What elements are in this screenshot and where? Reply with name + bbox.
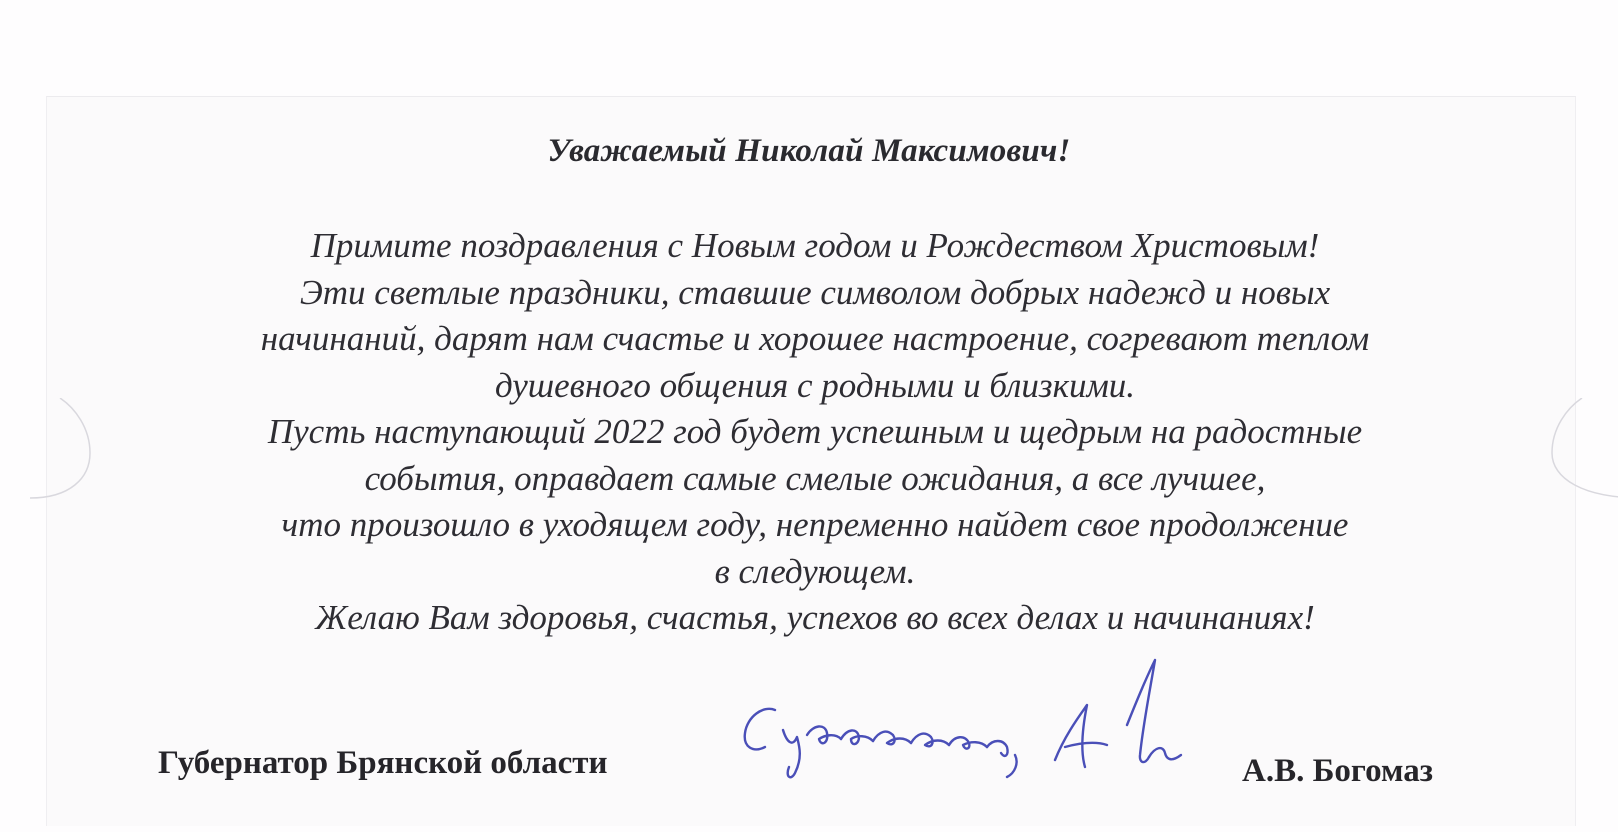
body-line: Пусть наступающий 2022 год будет успешным и щедрым на радостные: [267, 412, 1363, 451]
salutation: Уважаемый Николай Максимович!: [547, 133, 1071, 169]
body-line: события, оправдает самые смелые ожидания, а все лучшее,: [364, 458, 1266, 498]
body-line: что произошло в уходящем году, непременно найдет свое продолжение: [281, 505, 1349, 544]
handwritten-signature: [735, 655, 1205, 805]
signer-name: А.В. Богомаз: [1242, 753, 1433, 789]
body-line: в следующем.: [714, 551, 916, 591]
card-slot-right: [1522, 398, 1618, 508]
body-line: Эти светлые праздники, ставшие символом добрых надежд и новых: [299, 272, 1331, 312]
letter-body: [100, 223, 1530, 642]
position-title: Губернатор Брянской области: [158, 745, 608, 781]
body-line: душевного общения с родными и близкими.: [494, 365, 1136, 405]
body-line: Желаю Вам здоровья, счастья, успехов во всех делах и начинаниях!: [315, 598, 1315, 637]
body-line: начинаний, дарят нам счастье и хорошее настроение, согревают теплом: [260, 319, 1370, 358]
body-line: Примите поздравления с Новым годом и Рождеством Христовым!: [310, 226, 1320, 265]
